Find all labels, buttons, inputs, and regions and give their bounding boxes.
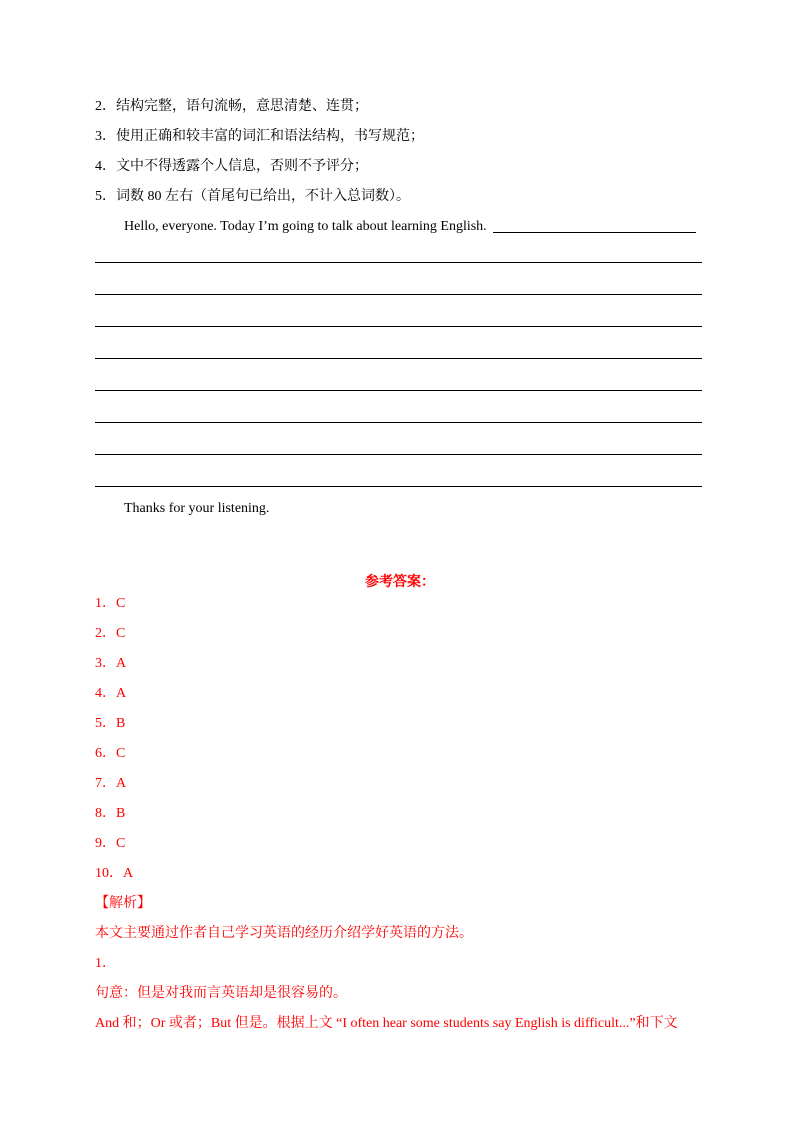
- writing-line[interactable]: [95, 326, 702, 327]
- analysis-heading: 【解析】: [95, 896, 151, 911]
- analysis-q1-number: 1．: [95, 956, 116, 971]
- writing-line[interactable]: [95, 422, 702, 423]
- closing-sentence: Thanks for your listening.: [124, 501, 270, 516]
- requirement-5: 5．词数 80 左右（首尾句已给出，不计入总词数）。: [95, 189, 410, 204]
- answer-item: 3．A: [95, 656, 127, 671]
- analysis-q1-meaning: 句意：但是对我而言英语却是很容易的。: [95, 986, 347, 1001]
- answer-item: 4．A: [95, 686, 127, 701]
- answer-item: 7．A: [95, 776, 127, 791]
- answer-title: 参考答案：: [365, 575, 435, 590]
- requirement-2: 2．结构完整，语句流畅，意思清楚、连贯；: [95, 99, 368, 114]
- answer-item: 1．C: [95, 596, 126, 611]
- answer-item: 9．C: [95, 836, 126, 851]
- opening-sentence: [124, 218, 696, 236]
- opening-blank[interactable]: [493, 231, 696, 233]
- opening-sentence-text: Hello, everyone. Today I’m going to talk about learning English.: [124, 219, 487, 234]
- requirement-4: 4．文中不得透露个人信息，否则不予评分；: [95, 159, 368, 174]
- writing-line[interactable]: [95, 390, 702, 391]
- analysis-q1-explain: And 和；Or 或者；But 但是。根据上文 “I often hear some students say English is difficult...”和下文: [95, 1016, 678, 1031]
- requirement-3: 3．使用正确和较丰富的词汇和语法结构，书写规范；: [95, 129, 424, 144]
- writing-line[interactable]: [95, 454, 702, 455]
- writing-line[interactable]: [95, 358, 702, 359]
- writing-line[interactable]: [95, 294, 702, 295]
- answer-item: 5．B: [95, 716, 126, 731]
- answer-item: 10．A: [95, 866, 134, 881]
- analysis-summary: 本文主要通过作者自己学习英语的经历介绍学好英语的方法。: [95, 926, 473, 941]
- writing-line[interactable]: [95, 262, 702, 263]
- answer-item: 2．C: [95, 626, 126, 641]
- writing-line[interactable]: [95, 486, 702, 487]
- answer-item: 8．B: [95, 806, 126, 821]
- answer-item: 6．C: [95, 746, 126, 761]
